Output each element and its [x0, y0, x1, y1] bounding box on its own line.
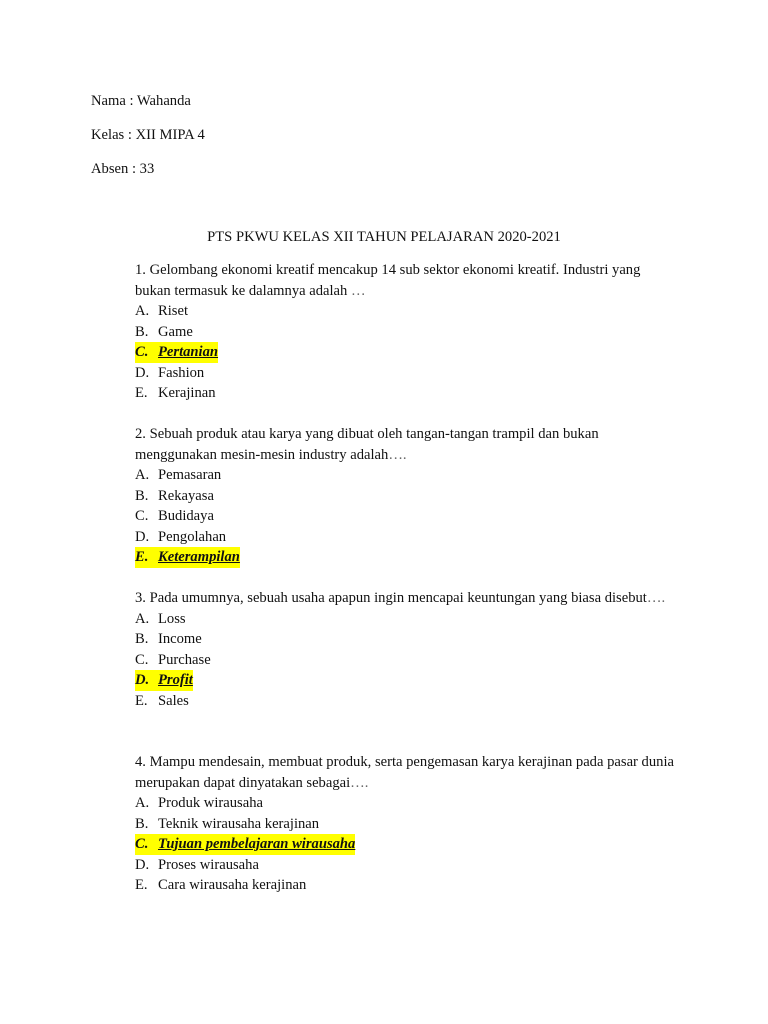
option-text: Purchase — [158, 651, 211, 668]
option-d — [135, 365, 204, 381]
option-letter: B. — [135, 487, 149, 504]
option-c — [135, 652, 211, 668]
question-text — [135, 260, 675, 301]
option-d-answer-highlight — [135, 670, 193, 691]
option-letter: D. — [135, 528, 150, 545]
question-1 — [135, 260, 675, 404]
option-letter: B. — [135, 631, 149, 647]
question-dots: … — [351, 282, 366, 299]
option-text: Fashion — [158, 364, 205, 381]
option-text: Profit — [158, 672, 193, 688]
option-letter: C. — [135, 836, 149, 852]
option-letter: D. — [135, 856, 150, 873]
question-dots: …. — [388, 446, 407, 463]
option-text: Cara wirausaha kerajinan — [158, 877, 307, 893]
option-b — [135, 324, 193, 340]
option-text: Budidaya — [158, 508, 214, 524]
option-letter: E. — [135, 549, 149, 565]
option-text: Pengolahan — [158, 528, 227, 545]
option-letter: C. — [135, 508, 149, 524]
student-class: Kelas : XII MIPA 4 — [91, 127, 205, 143]
option-d — [135, 857, 259, 873]
option-text: Riset — [158, 303, 188, 319]
options-list — [135, 301, 675, 404]
question-dots: …. — [646, 590, 666, 606]
option-letter: C. — [135, 651, 149, 668]
option-d — [135, 529, 226, 545]
question-text — [135, 752, 675, 793]
option-e — [135, 385, 216, 401]
option-letter: E. — [135, 877, 148, 893]
option-b — [135, 816, 319, 832]
option-letter: A. — [135, 467, 150, 483]
question-text-body: 3. Pada umumnya, sebuah usaha apapun ingin mencapai keuntungan yang biasa disebut — [135, 590, 647, 606]
question-4 — [135, 752, 675, 896]
option-letter: B. — [135, 323, 149, 340]
option-letter: D. — [135, 672, 150, 688]
option-c-answer-highlight — [135, 834, 355, 855]
options-list — [135, 465, 675, 568]
option-b — [135, 631, 202, 647]
option-letter: A. — [135, 610, 150, 627]
document-title: PTS PKWU KELAS XII TAHUN PELAJARAN 2020-2021 — [207, 229, 561, 245]
question-text-body: 4. Mampu mendesain, membuat produk, serta pengemasan karya kerajinan pada pasar dunia merupakan dapat dinyatakan sebagai — [135, 754, 674, 791]
option-text: Kerajinan — [158, 385, 216, 401]
option-e — [135, 877, 306, 893]
option-e-answer-highlight — [135, 547, 240, 568]
option-text: Sales — [158, 692, 189, 709]
option-text: Teknik wirausaha kerajinan — [158, 815, 320, 832]
option-text: Income — [158, 631, 202, 647]
option-text: Tujuan pembelajaran wirausaha — [158, 836, 356, 852]
option-text: Rekayasa — [158, 487, 214, 504]
option-text: Produk wirausaha — [158, 795, 263, 811]
option-c-answer-highlight — [135, 342, 218, 363]
option-letter: B. — [135, 815, 149, 832]
option-text: Loss — [158, 610, 186, 627]
option-a — [135, 795, 263, 811]
option-b — [135, 488, 214, 504]
question-3 — [135, 588, 675, 711]
options-list — [135, 609, 675, 712]
option-text: Keterampilan — [158, 549, 240, 565]
option-a — [135, 611, 186, 627]
option-letter: E. — [135, 692, 148, 709]
option-letter: A. — [135, 303, 150, 319]
option-e — [135, 693, 189, 709]
option-letter: C. — [135, 344, 149, 360]
option-text: Pemasaran — [158, 467, 222, 483]
option-a — [135, 303, 188, 319]
question-text-body: 1. Gelombang ekonomi kreatif mencakup 14 sub sektor ekonomi kreatif. Industri yang bukan termasuk ke dalamnya adalah — [135, 262, 641, 299]
option-text: Proses wirausaha — [158, 856, 259, 873]
option-text: Pertanian — [158, 344, 219, 360]
question-text — [135, 588, 675, 609]
student-absen: Absen : 33 — [91, 161, 155, 177]
option-c — [135, 508, 214, 524]
question-text-body: 2. Sebuah produk atau karya yang dibuat oleh tangan-tangan trampil dan bukan menggunakan mesin-mesin industry adalah — [135, 426, 599, 463]
option-letter: D. — [135, 364, 150, 381]
question-text — [135, 424, 675, 465]
options-list — [135, 793, 675, 896]
student-name: Nama : Wahanda — [91, 93, 191, 109]
option-letter: E. — [135, 385, 148, 401]
option-a — [135, 467, 221, 483]
question-dots: …. — [350, 774, 369, 791]
option-letter: A. — [135, 795, 150, 811]
question-2 — [135, 424, 675, 568]
option-text: Game — [158, 323, 193, 340]
